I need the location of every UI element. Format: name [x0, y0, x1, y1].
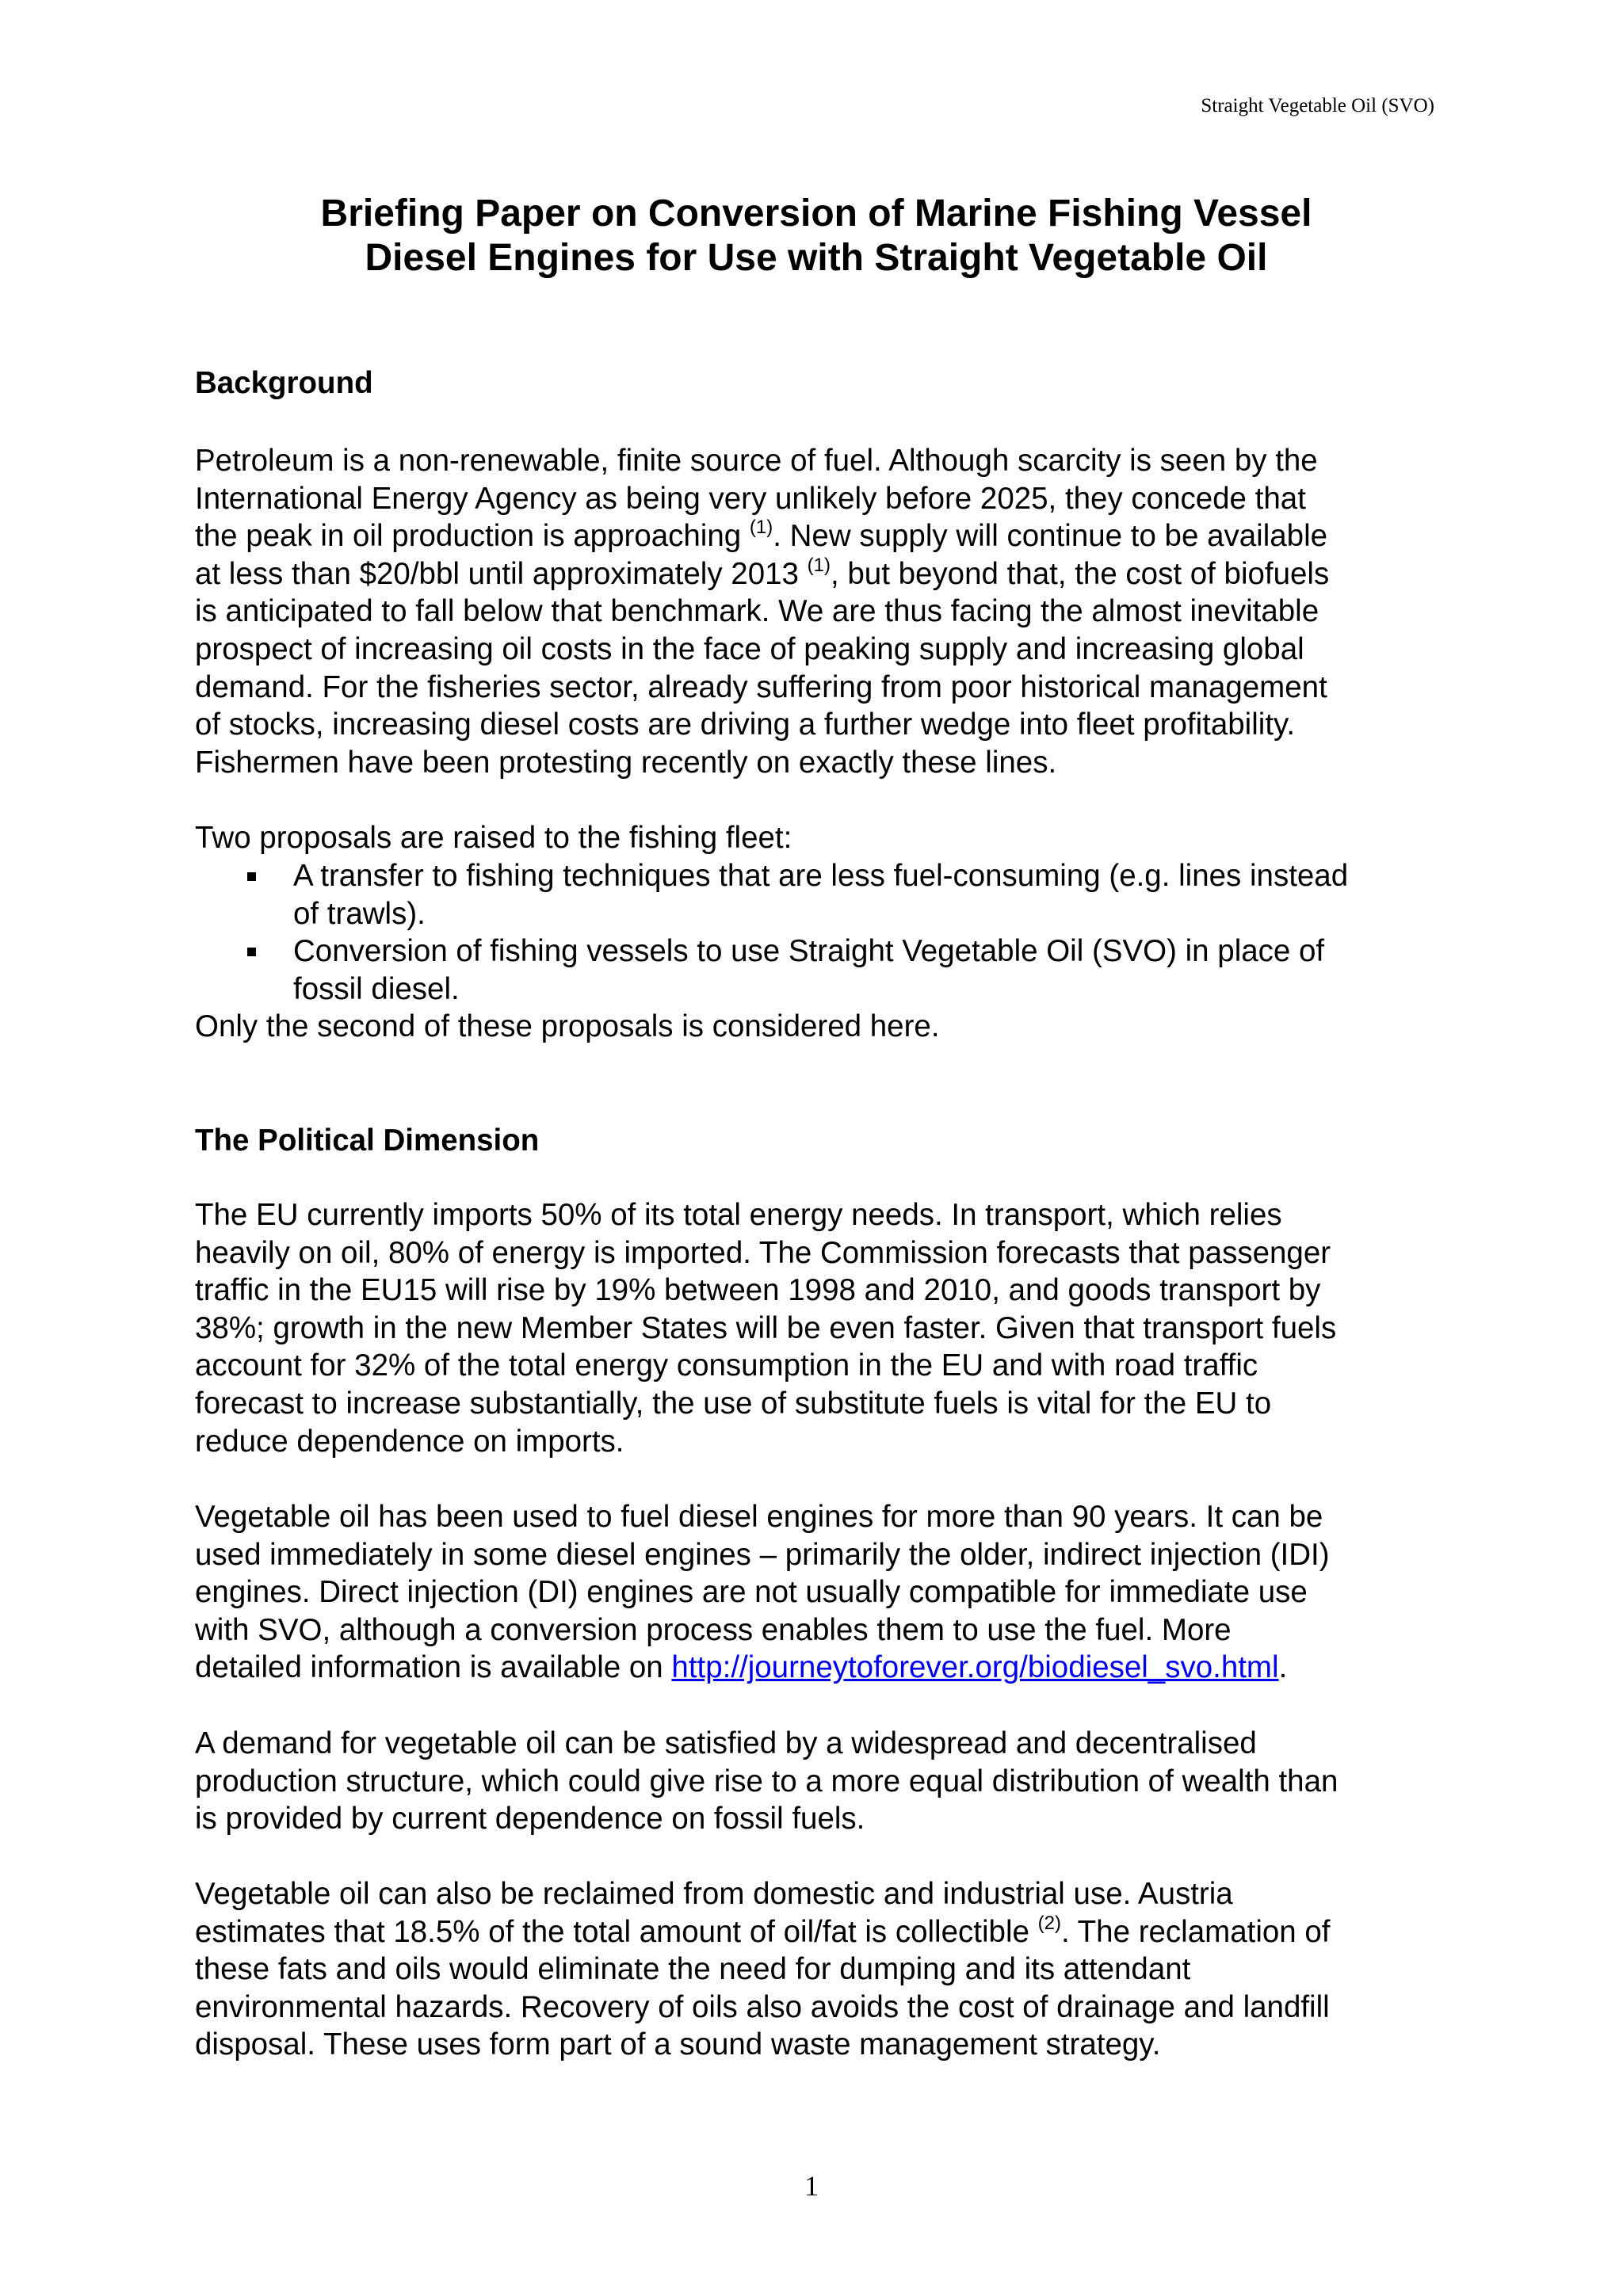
proposals-intro: Two proposals are raised to the fishing fleet: [195, 821, 792, 855]
political-paragraph-4: Vegetable oil can also be reclaimed from domestic and industrial use. Austria estimates that 18.5% of the total amount of oil/fat is collectible $^{(2)}$. The reclamation of these fats and oils would eliminate the need for dumping and its attendant environmental hazards. Recovery of oils also avoids the cost of drainage and landfill disposal. These uses form part of a sound waste management strategy. [195, 1877, 1331, 2062]
political-paragraph-3: A demand for vegetable oil can be satisfied by a widespread and decentralised production structure, which could give rise to a more equal distribution of wealth than is provided by current dependence on fossil fuels. [195, 1726, 1338, 1836]
political-paragraph-1: The EU currently imports 50% of its total energy needs. In transport, which relies heavily on oil, 80% of energy is imported. The Commission forecasts that passenger traffic in the EU15 will rise by 19% between 1998 and 2010, and goods transport by 38%; growth in the new Member States will be even faster. Given that transport fuels account for 32% of the total energy consumption in the EU and with road traffic forecast to increase substantially, the use of substitute fuels is vital for the EU to reduce dependence on imports. [195, 1198, 1337, 1459]
title-line-2: Diesel Engines for Use with Straight Vegetable Oil [365, 237, 1268, 279]
proposals-list [195, 857, 1447, 1008]
square-bullet-icon [247, 948, 256, 956]
list-item: Conversion of fishing vessels to use Straight Vegetable Oil (SVO) in place of fossil diesel. [195, 933, 1447, 1008]
page-number: 1 [804, 2170, 819, 2202]
section-heading-background: Background [195, 366, 373, 400]
political-paragraph-2: Vegetable oil has been used to fuel diesel engines for more than 90 years. It can be used immediately in some diesel engines – primarily the older, indirect injection (IDI) engines. Direct injection (DI) engines are not usually compatible for immediate use with SVO, although a conversion process enables them to use the fuel. More detailed information is available on http://journeytoforever.org/biodiesel_svo.html. [195, 1500, 1330, 1685]
background-paragraph-1: Petroleum is a non-renewable, finite source of fuel. Although scarcity is seen by the International Energy Agency as being very unlikely before 2025, they concede that the peak in oil production is approaching $^{(1)}$. New supply will continue to be available at less than $20/bbl until approximately 2013 $^{(1)}$, but beyond that, the cost of biofuels is anticipated to fall below that benchmark. We are thus facing the almost inevitable prospect of increasing oil costs in the face of peaking supply and increasing global demand. For the fisheries sector, already suffering from poor historical management of stocks, increasing diesel costs are driving a further wedge into fleet profitability. Fishermen have been protesting recently on exactly these lines. [195, 444, 1330, 780]
citation-2: (2) [1037, 1912, 1061, 1934]
section-heading-political-dimension: The Political Dimension [195, 1123, 540, 1158]
proposals-closing: Only the second of these proposals is considered here. [195, 1009, 940, 1043]
list-item: A transfer to fishing techniques that are less fuel-consuming (e.g. lines instead of trawls). [195, 857, 1447, 933]
document-title [195, 192, 1438, 280]
title-line-1: Briefing Paper on Conversion of Marine Fishing Vessel [320, 193, 1312, 235]
citation-1: (1) [807, 554, 831, 576]
square-bullet-icon [247, 872, 256, 881]
citation-1: (1) [749, 517, 773, 539]
running-header: Straight Vegetable Oil (SVO) [1201, 95, 1434, 116]
journey-to-forever-link[interactable]: http://journeytoforever.org/biodiesel_svo.html [671, 1650, 1279, 1685]
